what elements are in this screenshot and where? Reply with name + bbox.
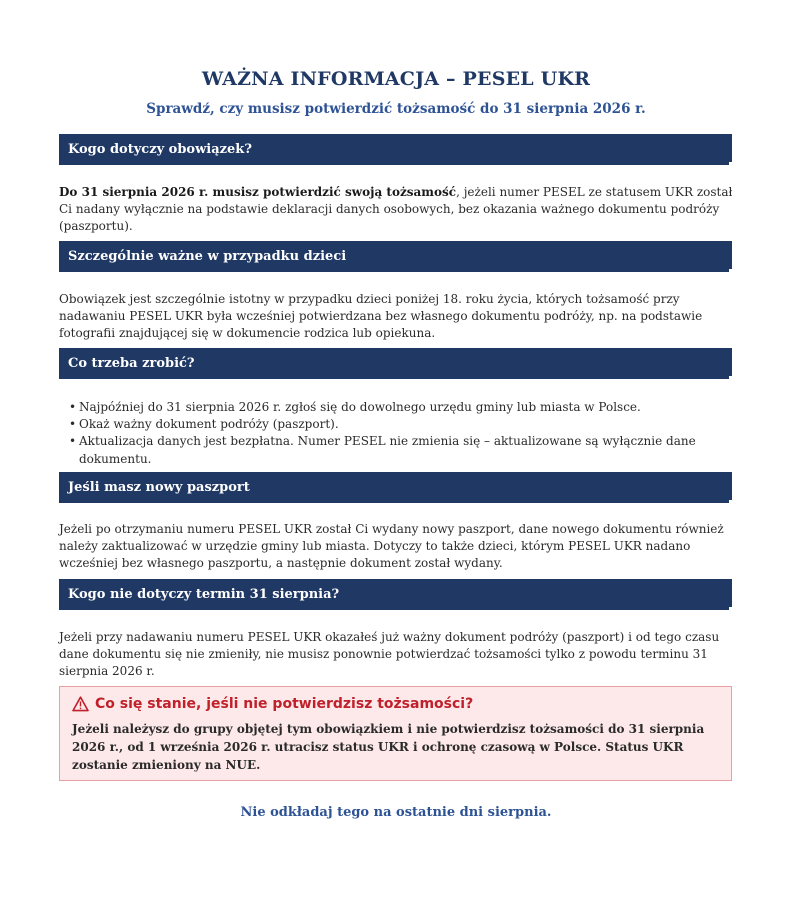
section-text-children: Obowiązek jest szczególnie istotny w przypadku dzieci poniżej 18. roku życia, których tożsamość przy nadawaniu PESEL UKR była wcześniej potwierdzana bez własnego dokumentu podróży, np. na podstawie fotografii znajdującej się w dokumencie rodzica lub opiekuna. (59, 292, 703, 341)
bullet-icon: • (69, 417, 77, 432)
warning-text: Jeżeli należysz do grupy objętej tym obowiązkiem i nie potwierdzisz tożsamości do 31 sierpnia 2026 r., od 1 września 2026 r. utracisz status UKR i ochronę czasową w Polsce. Status UKR zostanie zmieniony na NUE. (72, 722, 705, 772)
list-item (69, 433, 729, 467)
list-item-text: Aktualizacja danych jest bezpłatna. Numer PESEL nie zmienia się – aktualizowane są wyłącznie dane dokumentu. (79, 434, 696, 466)
section-heading-new-passport: Jeśli masz nowy paszport (59, 472, 732, 503)
list-item (69, 416, 729, 433)
list-item (69, 399, 729, 416)
section-text-who (59, 184, 733, 236)
warning-box (59, 686, 732, 781)
section-text-not-affected: Jeżeli przy nadawaniu numeru PESEL UKR okazałeś już ważny dokument podróży (paszport) i od tego czasu dane dokumentu się nie zmieniły, nie musisz ponownie potwierdzać tożsamości tylko z powodu terminu 31 sierpnia 2026 r. (59, 630, 720, 679)
bullet-icon: • (69, 400, 77, 414)
warning-title: Co się stanie, jeśli nie potwierdzisz tożsamości? (95, 696, 474, 712)
page-title: WAŻNA INFORMACJA – PESEL UKR (201, 68, 591, 90)
section-heading-todo: Co trzeba zrobić? (59, 348, 732, 379)
section-text-new-passport: Jeżeli po otrzymaniu numeru PESEL UKR został Ci wydany nowy paszport, dane nowego dokumentu również należy zaktualizować w urzędzie gminy lub miasta. Dotyczy to także dzieci, którym PESEL UKR nadano wcześniej bez własnego paszportu, a następnie dokument został wydany. (59, 522, 724, 571)
list-item-text: Okaż ważny dokument podróży (paszport). (79, 417, 339, 432)
footer-note: Nie odkładaj tego na ostatnie dni sierpnia. (240, 805, 552, 820)
section-heading-not-affected: Kogo nie dotyczy termin 31 sierpnia? (59, 579, 732, 610)
section-text-who-rest: , jeżeli numer PESEL ze statusem UKR został Ci nadany wyłącznie na podstawie deklaracji danych osobowych, bez okazania ważnego dokumentu podróży (paszportu). (59, 185, 733, 234)
bullet-icon: • (69, 434, 77, 449)
list-item-text: Najpóźniej do 31 sierpnia 2026 r. zgłoś się do dowolnego urzędu gminy lub miasta w Polsce. (79, 400, 641, 414)
page-subtitle: Sprawdź, czy musisz potwierdzić tożsamość do 31 sierpnia 2026 r. (146, 101, 646, 117)
warning-triangle-icon (72, 696, 89, 712)
section-heading-who: Kogo dotyczy obowiązek? (59, 134, 732, 165)
warning-header (72, 696, 719, 712)
todo-list (69, 399, 729, 468)
section-heading-children: Szczególnie ważne w przypadku dzieci (59, 241, 732, 272)
section-text-who-lead: Do 31 sierpnia 2026 r. musisz potwierdzić swoją tożsamość (59, 185, 457, 199)
